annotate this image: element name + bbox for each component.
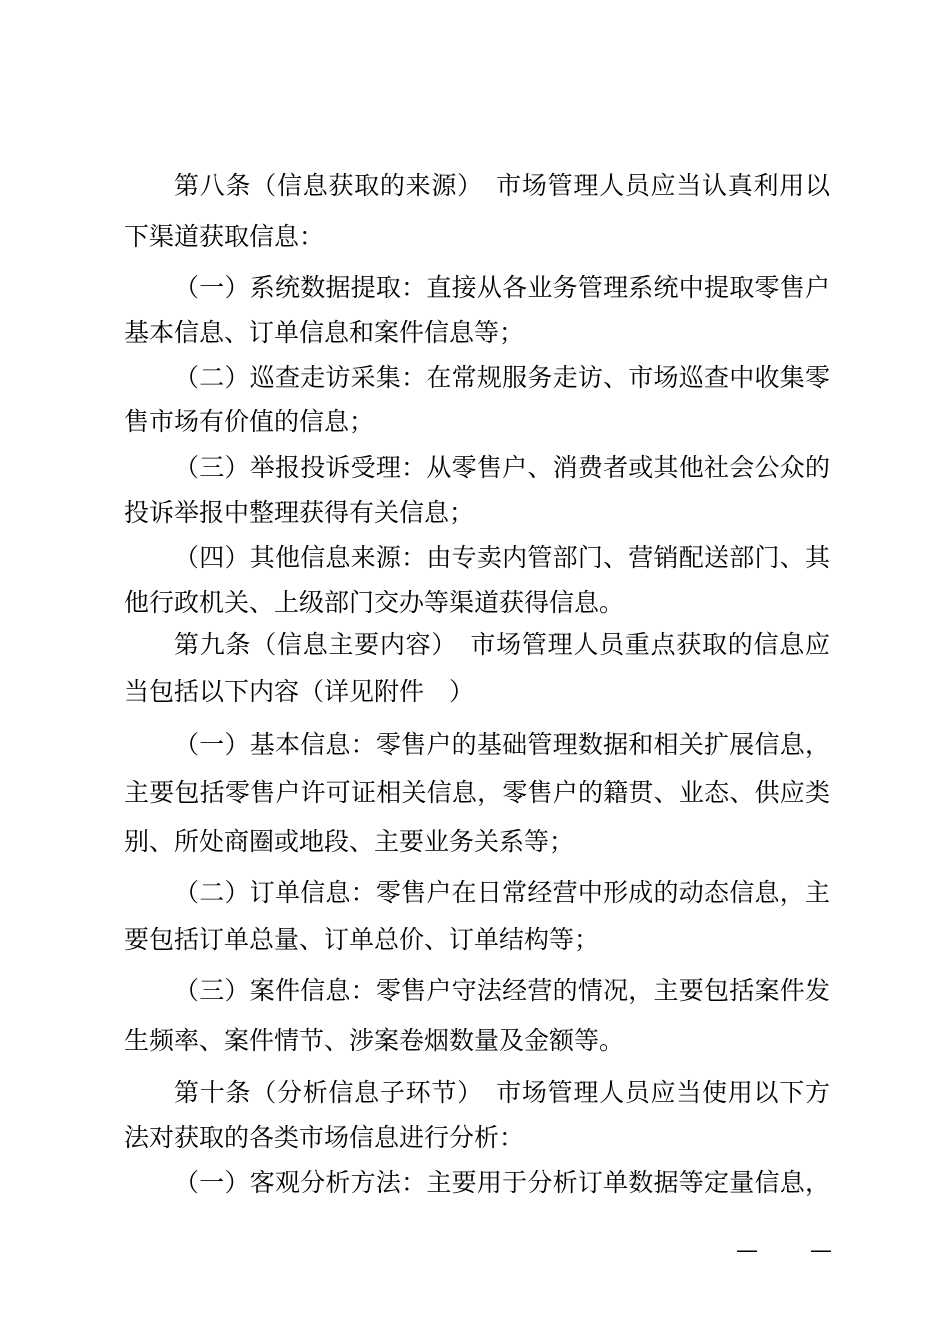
article-9-item-1-continuation-1: 主要包括零售户许可证相关信息，零售户的籍贯、业态、供应类: [124, 778, 830, 807]
article-9-item-2-line: （二）订单信息：零售户在日常经营中形成的动态信息，主: [174, 878, 830, 907]
article-8-item-4-line: （四）其他信息来源：由专卖内管部门、营销配送部门、其: [174, 543, 830, 572]
article-8-item-4-continuation: 他行政机关、上级部门交办等渠道获得信息。: [124, 588, 625, 617]
article-8-item-2-line: （二）巡查走访采集：在常规服务走访、市场巡查中收集零: [174, 363, 830, 392]
article-8-item-1-continuation: 基本信息、订单信息和案件信息等；: [124, 318, 525, 347]
article-9-continuation-line: 当包括以下内容（详见附件 ）: [124, 677, 475, 706]
article-8-item-1-line: （一）系统数据提取：直接从各业务管理系统中提取零售户: [174, 273, 830, 302]
article-8-heading-line: 第八条（信息获取的来源） 市场管理人员应当认真利用以: [174, 171, 830, 200]
footer-right-dash: —: [810, 1238, 832, 1263]
article-9-item-3-line: （三）案件信息：零售户守法经营的情况，主要包括案件发: [174, 976, 830, 1005]
article-8-continuation-line: 下渠道获取信息：: [124, 222, 325, 251]
article-10-continuation-line: 法对获取的各类市场信息进行分析：: [124, 1123, 525, 1152]
article-10-heading-line: 第十条（分析信息子环节） 市场管理人员应当使用以下方: [174, 1078, 830, 1107]
article-9-item-2-continuation: 要包括订单总量、订单总价、订单结构等；: [124, 925, 600, 954]
footer-left-dash: —: [736, 1238, 758, 1263]
article-8-item-3-line: （三）举报投诉受理：从零售户、消费者或其他社会公众的: [174, 453, 830, 482]
article-10-item-1-line: （一）客观分析方法：主要用于分析订单数据等定量信息，: [174, 1168, 830, 1197]
page-number-footer: [736, 1236, 832, 1266]
article-8-item-3-continuation: 投诉举报中整理获得有关信息；: [124, 498, 475, 527]
article-8-item-2-continuation: 售市场有价值的信息；: [124, 407, 375, 436]
article-9-item-1-continuation-2: 别、所处商圈或地段、主要业务关系等；: [124, 827, 575, 856]
article-9-heading-line: 第九条（信息主要内容） 市场管理人员重点获取的信息应: [174, 630, 830, 659]
article-9-item-3-continuation: 生频率、案件情节、涉案卷烟数量及金额等。: [124, 1026, 625, 1055]
article-9-item-1-line: （一）基本信息：零售户的基础管理数据和相关扩展信息，: [174, 730, 830, 759]
